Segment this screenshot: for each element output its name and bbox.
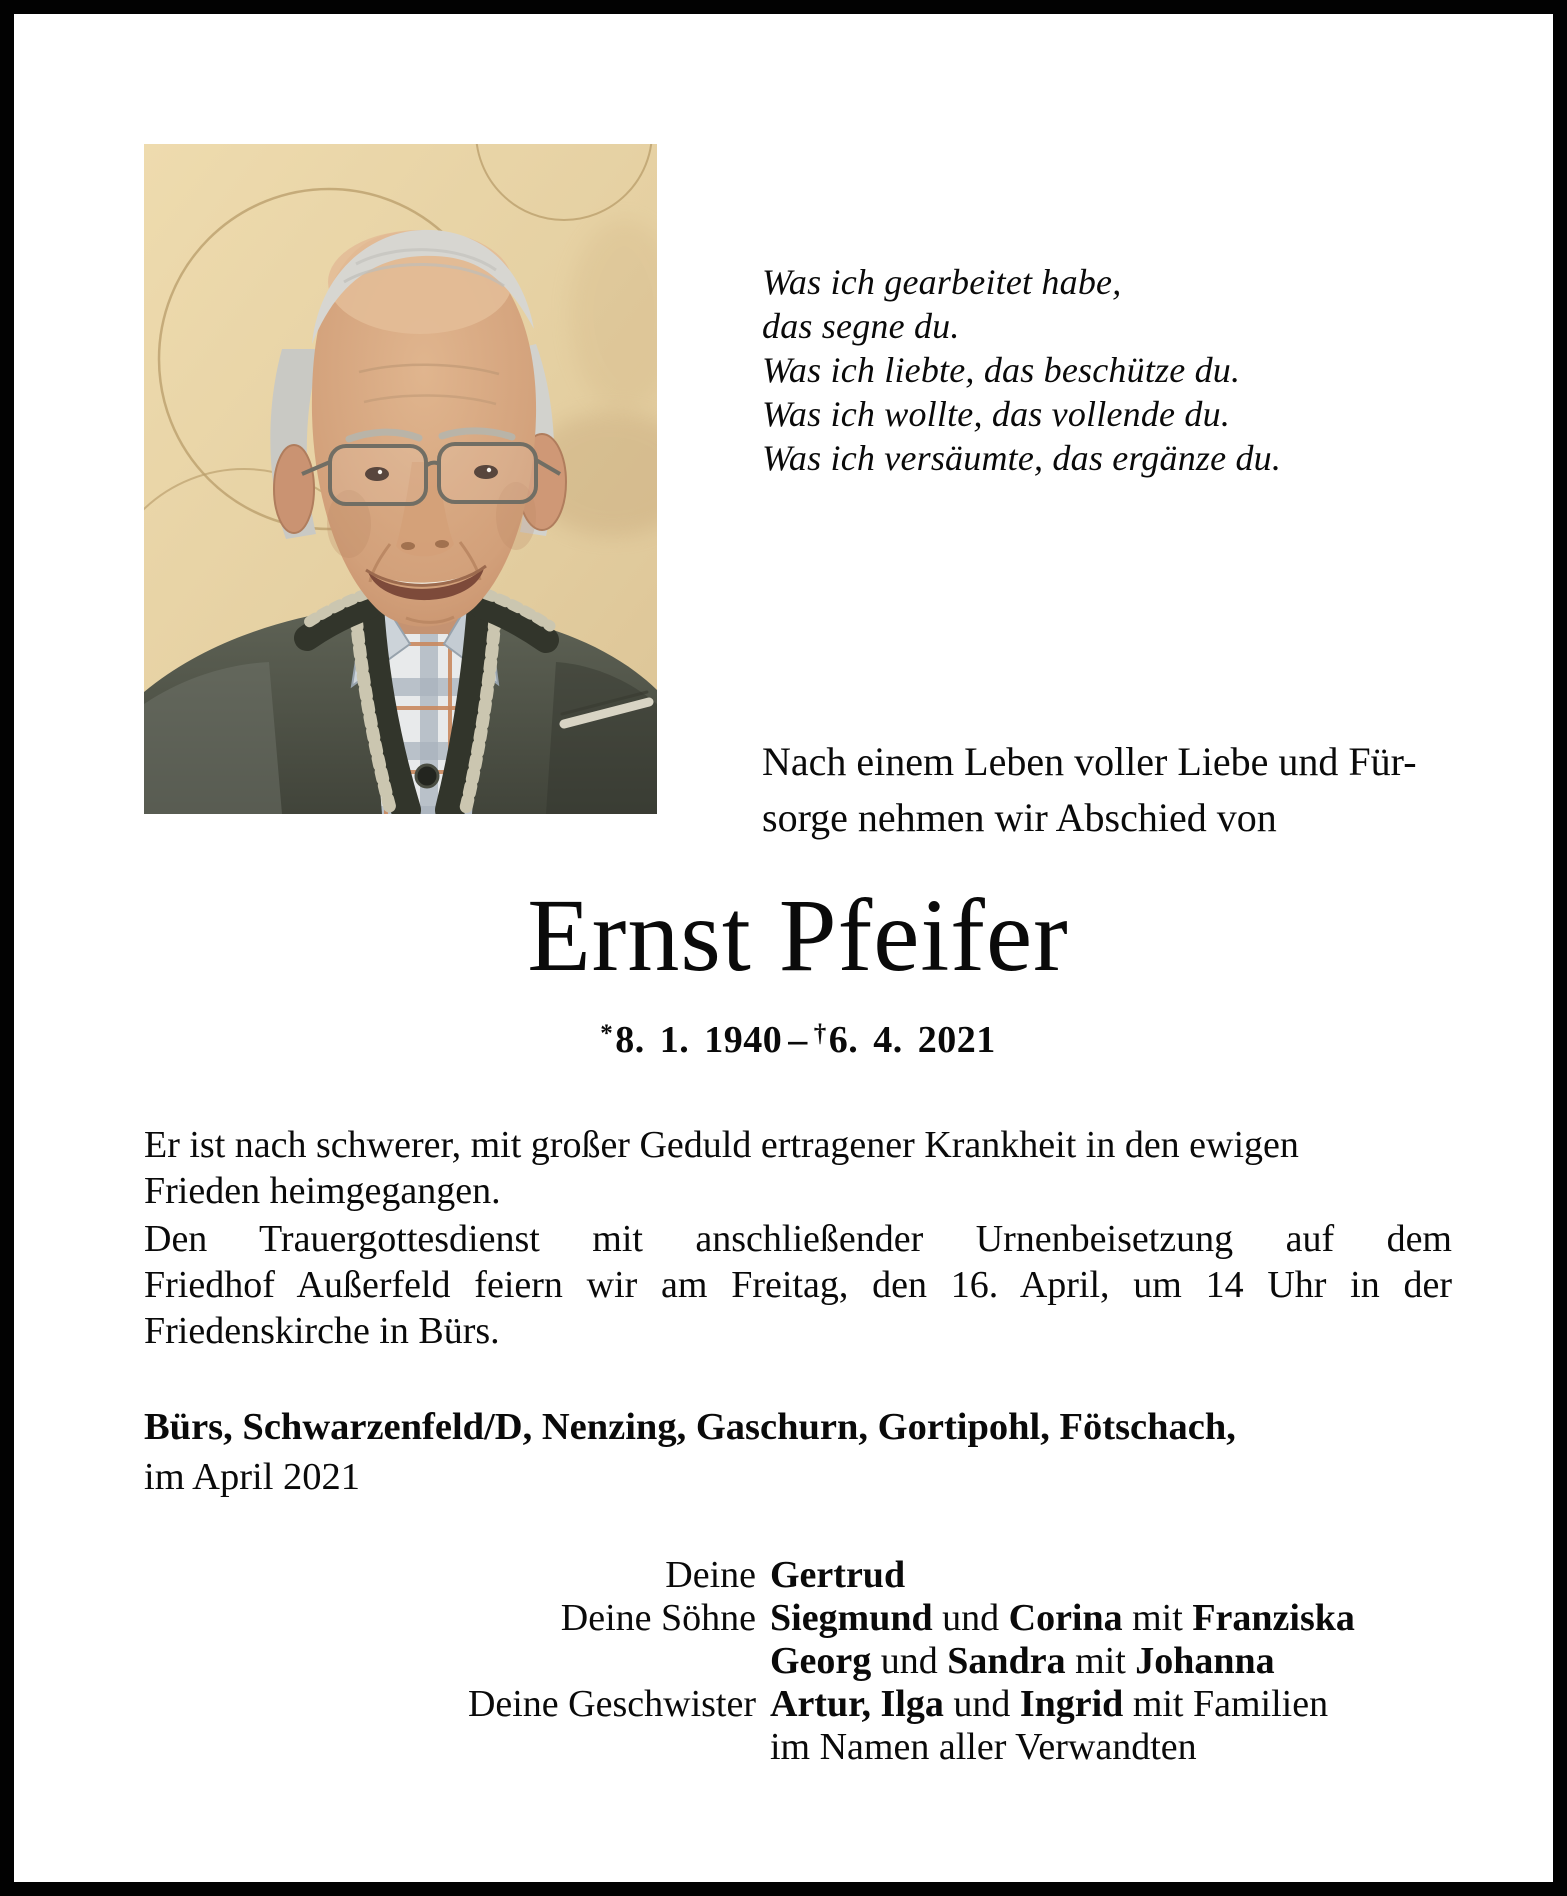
birth-symbol: * [600, 1020, 614, 1047]
cardigan-button [416, 765, 438, 787]
intro-line: Nach einem Leben voller Liebe und Für- [762, 739, 1417, 784]
family-signatures [144, 1554, 1474, 1769]
family-row-label [144, 1640, 756, 1683]
verse-line: Was ich wollte, das vollende du. [762, 394, 1231, 434]
places-list: Bürs, Schwarzenfeld/D, Nenzing, Gaschurn, Gortipohl, Fötschach, [144, 1406, 1236, 1448]
death-date: 6. 4. 2021 [828, 1019, 996, 1061]
dates-separator: – [788, 1019, 808, 1061]
verse-line: Was ich gearbeitet habe, [762, 262, 1122, 302]
death-symbol: † [813, 1020, 827, 1047]
family-row-names: Gertrud [770, 1554, 906, 1596]
funeral-details-paragraph [144, 1216, 1452, 1354]
verse-line: Was ich versäumte, das ergänze du. [762, 438, 1282, 478]
farewell-intro [762, 734, 1417, 846]
family-row-label: Deine Geschwister [467, 1683, 756, 1725]
intro-line: sorge nehmen wir Abschied von [762, 795, 1277, 840]
obituary-paragraph [144, 1122, 1452, 1214]
family-row-label: Deine [665, 1554, 756, 1596]
verse-line: Was ich liebte, das beschütze du. [762, 350, 1241, 390]
paragraph-line: Den Trauergottesdienst mit anschließender Urnenbeisetzung auf dem [144, 1218, 1452, 1260]
paragraph-line: Er ist nach schwerer, mit großer Geduld ertragener Krankheit in den ewigen [144, 1124, 1299, 1166]
family-row-label [144, 1726, 756, 1769]
paragraph-line: Friedhof Außerfeld feiern wir am Freitag, den 16. April, um 14 Uhr in der [144, 1264, 1452, 1306]
family-row-label: Deine Söhne [560, 1597, 756, 1639]
family-row-names: Siegmund und Corina mit Franziska [770, 1597, 1355, 1639]
family-row-names: Georg und Sandra mit Johanna [770, 1640, 1275, 1682]
paragraph-line: Friedenskirche in Bürs. [144, 1310, 500, 1352]
memorial-verse [762, 260, 1281, 480]
verse-line: das segne du. [762, 306, 960, 346]
portrait-photo [144, 144, 657, 814]
places-line [144, 1402, 1474, 1502]
life-dates [144, 1018, 1452, 1062]
places-date: im April 2021 [144, 1456, 361, 1498]
birth-date: 8. 1. 1940 [615, 1019, 783, 1061]
paragraph-line: Frieden heimgegangen. [144, 1170, 501, 1212]
portrait-illustration [144, 144, 657, 814]
deceased-name: Ernst Pfeifer [527, 878, 1069, 993]
family-row-names: Artur, Ilga und Ingrid mit Familien [770, 1683, 1329, 1725]
family-row-closing: im Namen aller Verwandten [770, 1726, 1197, 1768]
